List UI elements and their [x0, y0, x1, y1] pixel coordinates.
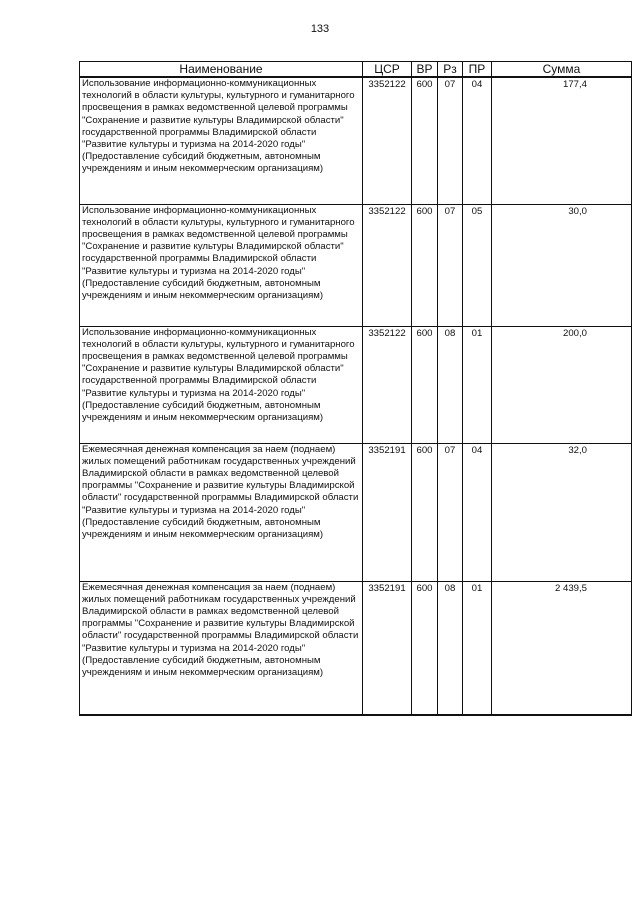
- cell-rz: 08: [438, 326, 463, 443]
- cell-rz: 07: [438, 204, 463, 326]
- cell-sum: 32,0: [492, 443, 632, 581]
- header-rz: Рз: [438, 62, 463, 78]
- table-row: [80, 204, 632, 326]
- budget-table: [79, 61, 632, 716]
- cell-sum: 30,0: [492, 204, 632, 326]
- header-pr: ПР: [463, 62, 492, 78]
- header-sum: Сумма: [492, 62, 632, 78]
- cell-rz: 07: [438, 77, 463, 204]
- cell-name: Ежемесячная денежная компенсация за наем (поднаем) жилых помещений работникам государственных учреждений Владимирской области в рамках ведомственной целевой программы "Сохранение и развитие культуры Владимирской области" государственной программы Владимирской области "Развитие культуры и туризма на 2014-2020 годы" (Предоставление субсидий бюджетным, автономным учреждениям и иным некоммерческим организациям): [80, 581, 363, 715]
- table-row: [80, 77, 632, 204]
- header-vr: ВР: [412, 62, 438, 78]
- header-name: Наименование: [80, 62, 363, 78]
- cell-name: Ежемесячная денежная компенсация за наем (поднаем) жилых помещений работникам государственных учреждений Владимирской области в рамках ведомственной целевой программы "Сохранение и развитие культуры Владимирской области" государственной программы Владимирской области "Развитие культуры и туризма на 2014-2020 годы" (Предоставление субсидий бюджетным, автономным учреждениям и иным некоммерческим организациям): [80, 443, 363, 581]
- cell-vr: 600: [412, 77, 438, 204]
- table-row: [80, 326, 632, 443]
- header-csr: ЦСР: [363, 62, 412, 78]
- cell-pr: 01: [463, 581, 492, 715]
- page-number: 133: [310, 23, 330, 35]
- cell-pr: 05: [463, 204, 492, 326]
- cell-csr: 3352122: [363, 77, 412, 204]
- cell-name: Использование информационно-коммуникационных технологий в области культуры, культурного и гуманитарного просвещения в рамках ведомственной целевой программы "Сохранение и развитие культуры Владимирской области" государственной программы Владимирской области "Развитие культуры и туризма на 2014-2020 годы" (Предоставление субсидий бюджетным, автономным учреждениям и иным некоммерческим организациям): [80, 326, 363, 443]
- cell-sum: 177,4: [492, 77, 632, 204]
- cell-sum: 2 439,5: [492, 581, 632, 715]
- cell-vr: 600: [412, 581, 438, 715]
- cell-name: Использование информационно-коммуникационных технологий в области культуры, культурного и гуманитарного просвещения в рамках ведомственной целевой программы "Сохранение и развитие культуры Владимирской области" государственной программы Владимирской области "Развитие культуры и туризма на 2014-2020 годы" (Предоставление субсидий бюджетным, автономным учреждениям и иным некоммерческим организациям): [80, 204, 363, 326]
- cell-csr: 3352122: [363, 326, 412, 443]
- cell-vr: 600: [412, 326, 438, 443]
- cell-pr: 04: [463, 443, 492, 581]
- cell-rz: 07: [438, 443, 463, 581]
- cell-pr: 04: [463, 77, 492, 204]
- cell-csr: 3352191: [363, 443, 412, 581]
- table-header-row: [80, 62, 632, 78]
- cell-csr: 3352191: [363, 581, 412, 715]
- cell-rz: 08: [438, 581, 463, 715]
- cell-name: Использование информационно-коммуникационных технологий в области культуры, культурного и гуманитарного просвещения в рамках ведомственной целевой программы "Сохранение и развитие культуры Владимирской области" государственной программы Владимирской области "Развитие культуры и туризма на 2014-2020 годы" (Предоставление субсидий бюджетным, автономным учреждениям и иным некоммерческим организациям): [80, 77, 363, 204]
- cell-sum: 200,0: [492, 326, 632, 443]
- table-row: [80, 443, 632, 581]
- cell-vr: 600: [412, 204, 438, 326]
- cell-pr: 01: [463, 326, 492, 443]
- cell-csr: 3352122: [363, 204, 412, 326]
- cell-vr: 600: [412, 443, 438, 581]
- table-row: [80, 581, 632, 715]
